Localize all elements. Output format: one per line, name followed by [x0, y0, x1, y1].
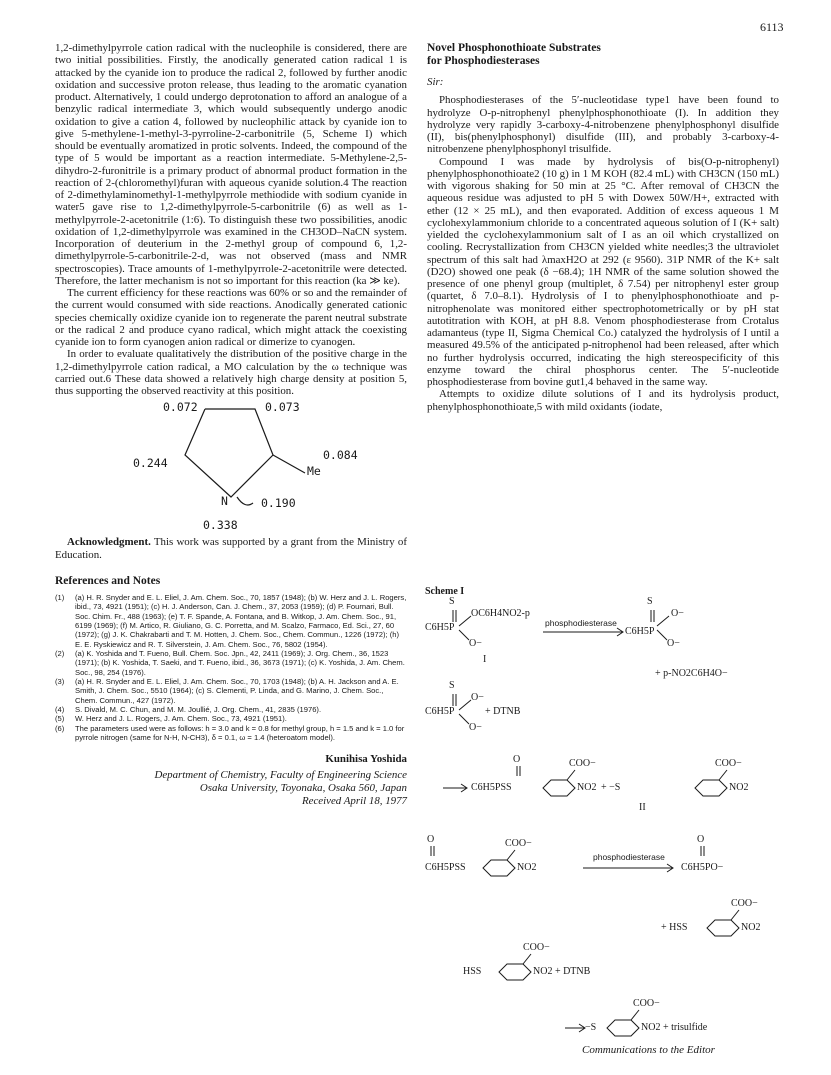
oxide-anion: O−: [469, 638, 482, 649]
carboxylate: COO−: [633, 998, 660, 1009]
salutation: Sir:: [427, 76, 444, 88]
dtnb-label: + DTNB: [485, 706, 521, 717]
body-paragraph: Phosphodiesterases of the 5′-nucleotidase type1 have been found to hydrolyze O-p-nitrophenyl phenylphosphonothioate (I). In addition they hydrolyze very rapidly 3-carboxy-4-nitrobenzene phenylphosphonyl disulfide (II), bis(phenylphosphonyl) disulfide (III), and probably 3-carboxy-4-nitrobenzene phenylphosphonyl trisulfide.: [427, 94, 779, 156]
nitro-group: NO2: [517, 862, 537, 873]
reference-item: (1) (a) H. R. Snyder and E. L. Eliel, J. Am. Chem. Soc., 70, 1857 (1948); (b) W. Herz and J. L. Rogers, ibid., 73, 4921 (1951); (c) H. J. Anderson, Can. J. Chem., 37, 2053 (1959); (d) P. Fournari, Bull. Soc. Chim. Fr., 488 (1963); (e) T. F. Spande, A. Fontana, and B. Witkop, J. Am. Chem. Soc., 91, 6199 (1969); (f) M. Artico, R. Giuliano, G. C. Porretta, and M. Scalzo, Farmaco, Ed. Sci., 27, 60 (1972); (g) J. K. Chakrabarti and T. M. Hotten, J. Chem. Soc., Chem. Commun., 1226 (1972); (h) E. E. Ryskiewicz and R. T. Silverstein, J. Am. Chem. Soc., 76, 5802 (1954).: [55, 593, 407, 649]
hydrodisulfide: + HSS: [661, 922, 688, 933]
oxide-anion: O−: [671, 608, 684, 619]
scheme-1: [425, 588, 790, 1058]
disulfide-group: C6H5PSS: [425, 862, 466, 873]
reference-item: (2) (a) K. Yoshida and T. Fueno, Bull. Chem. Soc. Jpn., 42, 2411 (1969); J. Org. Chem., 36, 1523 (1971); (b) K. Yoshida, T. Saeki, and T. Fueno, ibid., 36, 3673 (1971); (c) K. Yoshida, J. Am. Chem. Soc., 98, 254 (1976).: [55, 649, 405, 677]
body-paragraph: Attempts to oxidize dilute solutions of I and its hydrolysis product, phenylphosphonothioate,5 with mild oxidants (iodate,: [427, 388, 779, 413]
pyrrole-charge-diagram: [55, 397, 407, 532]
reference-item: (3) (a) H. R. Snyder and E. L. Eliel, J. Am. Chem. Soc., 70, 1703 (1948); (b) A. H. Jackson and A. E. Smith, J. Chem. Soc., 5510 (1964); (c) S. Clementi, P. Linda, and G. Marino, J. Chem. Soc., Chem. Commun., 427 (1972).: [55, 677, 399, 705]
carboxylate: COO−: [569, 758, 596, 769]
author-address: Department of Chemistry, Faculty of Engineering Science Osaka University, Toyonaka, Osaka 560, Japan Received April 18, 1977: [154, 768, 407, 807]
carboxylate: COO−: [523, 942, 550, 953]
nitro-group: NO2: [729, 782, 749, 793]
oxygen-atom: O: [697, 834, 705, 845]
hydrodisulfide: HSS: [463, 966, 482, 977]
nitro-dtnb: NO2 + DTNB: [533, 966, 591, 977]
nitro-trisulfide: NO2 + trisulfide: [641, 1022, 708, 1033]
charge-c3: 0.072: [163, 400, 198, 415]
oxide-anion: O−: [469, 722, 482, 733]
body-paragraph: Compound I was made by hydrolysis of bis(O-p-nitrophenyl) phenylphosphonothioate2 (10 g) in 1 M KOH (82.4 mL) with CH3CN (150 mL) with vigorous shaking for 50 min at 25 °C. After removal of CH3CN the aqueous residue was adjusted to pH 5 with Dowex 50W/H+, extracted with ether (12 × 25 mL), and then evaporated. Addition of excess aqueous 1 M cyclohexylammonium chloride to a concentrated aqueous solution of I (K+ salt) yielded the cyclohexylammonium salt of I as an oil which crystallized on cooling. Recrystallization from CH3CN yielded white needles;3 the ultraviolet spectrum of this salt had λmaxH2O at 292 (ε 9560). 31P NMR of the K+ salt (D2O) showed one peak (δ −68.4); 1H NMR of the same solution showed the presence of one phenyl group (multiplet, δ 7.54) per nitrophenyl ester group (quartet, δ 7.0–8.1). Hydrolysis of I to phenylphosphonothioate and p-nitrophenolate was monitored either spectrophotometrically or by pH stat autotitration with KOH, at pH 8.8. Venom phosphodiesterase from Crotalus adamanteus (type II, Sigma Chemical Co.) catalyzed the hydrolysis of I until a measured 49.5% of the anticipated p-nitrophenol had been released, after which no further hydrolysis occurred, indicating the high stereospecificity of this enzyme toward the chiral phosphorus center. The 5′-nucleotide phosphodiesterase from bovine gut1,4 behaved in the same way.: [427, 155, 779, 388]
scheme-lines: [425, 588, 790, 1058]
reference-item: (6) The parameters used were as follows: h = 3.0 and k = 0.8 for methyl group, h = 1.5 and k = 1.0 for pyrrole nitrogen (same for N-H, N-CH3), δ = 0.1, ω = 1.4 (heteroatom model).: [55, 723, 405, 743]
oxide-anion: O−: [471, 692, 484, 703]
charge-c5: 0.244: [133, 456, 168, 471]
scheme-label: Scheme I: [425, 586, 465, 597]
oxygen-atom: O: [427, 834, 435, 845]
nitro-group: NO2: [577, 782, 597, 793]
body-paragraph: In order to evaluate qualitatively the distribution of the positive charge in the 1,2-dimethylpyrrole cation radical, a MO calculation by the ω technique was carried out.6 These data showed a relatively high charge density at position 5, thus supporting the observed reactivity at this position.: [55, 348, 407, 397]
nitrogen-label: N: [221, 494, 228, 509]
references-heading: References and Notes: [55, 574, 161, 587]
phosphonate: C6H5PO−: [681, 862, 724, 873]
thiolate: + −S: [601, 782, 621, 793]
oxygen-atom: O: [513, 754, 521, 765]
phenylphosphorus: C6H5P: [625, 626, 655, 637]
methyl-label: Me: [307, 464, 321, 479]
acknowledgment-text: This work was supported by a grant from the Ministry of Education.: [55, 536, 407, 561]
charge-c2: 0.084: [323, 448, 358, 463]
sulfur-atom: S: [449, 596, 455, 607]
pyrrole-ring-drawing: [55, 397, 407, 532]
phenylphosphorus: C6H5P: [425, 706, 455, 717]
reference-item: (5) W. Herz and J. L. Rogers, J. Am. Chem. Soc., 73, 4921 (1951).: [55, 714, 287, 724]
sulfur-atom: S: [647, 596, 653, 607]
nitro-group: NO2: [741, 922, 761, 933]
enzyme-label: phosphodiesterase: [545, 618, 617, 628]
disulfide-group: C6H5PSS: [471, 782, 512, 793]
author-signature: Kunihisa Yoshida: [325, 752, 407, 765]
ester-group: OC6H4NO2-p: [471, 608, 530, 619]
journal-section-footer: Communications to the Editor: [582, 1044, 715, 1056]
references-list: [55, 593, 407, 743]
page-number: 6113: [760, 20, 784, 34]
charge-c4: 0.073: [265, 400, 300, 415]
thiolate: −S: [585, 1022, 597, 1033]
enzyme-label: phosphodiesterase: [593, 852, 665, 862]
phenylphosphorus: C6H5P: [425, 622, 455, 633]
compound-II-label: II: [639, 802, 646, 813]
body-paragraph: The current efficiency for these reactions was 60% or so and the remainder of the current would consumed with side reactions. Anodically generated cationic species chemically oxidize cyanide ion to regenerate the parent neutral substrate or the radical 2 and produce cyano radical, which might attack the coexisting cyanide ion to form cyanogen anion radical or dimerize to cyanogen.: [55, 287, 407, 348]
carboxylate: COO−: [505, 838, 532, 849]
acknowledgment-label: Acknowledgment.: [67, 536, 151, 549]
reference-item: (4) S. Divald, M. C. Chun, and M. M. Joullié, J. Org. Chem., 41, 2835 (1976).: [55, 705, 322, 715]
sulfur-atom: S: [449, 680, 455, 691]
left-column: [55, 42, 407, 808]
p-nitrophenolate: + p-NO2C6H4O−: [655, 668, 728, 679]
body-paragraph: 1,2-dimethylpyrrole cation radical with the nucleophile is considered, there are two initial possibilities. Firstly, the anodically generated cation radical 1 is attacked by the cyanide ion to produce the radical 2, followed by further anodic oxidation and successive proton release, thus leading to the aromatic cyanation product. Alternatively, 1 could undergo deprotonation to afford an analogue of a benzylic radical intermediate 3, which would subsequently undergo anodic oxidation to give a cation 4, followed by nucleophilic attack by cyanide ion to give 5-methylene-1-methyl-3-pyrroline-2-carbonitrile (5, Scheme I) which should be eventually aromatized in protic solvents. Indeed, the compound of the type of 5 would be important as a reaction intermediate. 5-Methylene-2,5-dihydro-2-furonitrile is a primary product of abnormal product formation in the reaction of 2-(chloromethyl)furan with aqueous cyanide solution.4 The reaction of 2-dimethylaminomethyl-1-methylpyrrole methiodide with sodium cyanide in water5 gave rise to 1,2-dimethylpyrrole-5-carbonitrile (6) as well as 1-methylpyrrole-2-acetonitrile (1:6). To distinguish these two possibilities, anodic oxidation of 1,2-dimethylpyrrole was examined in the CH3OD–NaCN system. Incorporation of deuterium in the 2-methyl group of compound 6, 1,2-dimethylpyrrole-5-carbonitrile-2-d, was not observed (mass and NMR spectroscopies). Trace amounts of 1-methylpyrrole-2-acetonitrile were detected. Therefore, the latter mechanism is not so important for this reaction (ka ≫ ke).: [55, 42, 407, 287]
charge-nitrogen: 0.338: [203, 518, 238, 533]
right-column: [427, 42, 779, 413]
article-title: Novel Phosphonothioate Substrates for Phosphodiesterases: [427, 42, 601, 67]
carboxylate: COO−: [731, 898, 758, 909]
carboxylate: COO−: [715, 758, 742, 769]
charge-n-methyl: 0.190: [261, 496, 296, 511]
compound-I-label: I: [483, 654, 487, 665]
oxide-anion: O−: [667, 638, 680, 649]
